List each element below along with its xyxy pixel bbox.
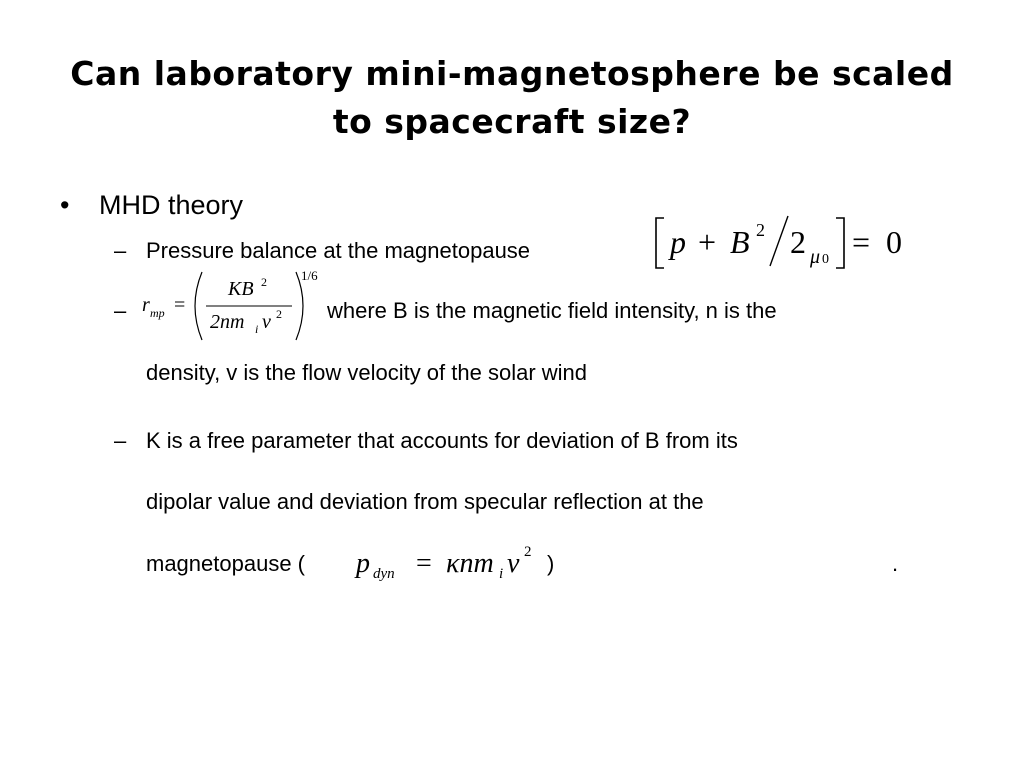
pdyn-rhs: κnm xyxy=(446,548,494,579)
k-parameter-line-3: magnetopause ( xyxy=(146,551,305,576)
k-parameter-line-1: K is a free parameter that accounts for deviation of B from its xyxy=(146,428,738,453)
rmp-exponent: 1/6 xyxy=(301,268,318,283)
k-parameter-line-2: dipolar value and deviation from specular reflection at the xyxy=(146,489,704,514)
rmp-den-i: i xyxy=(255,322,259,336)
title-line-1: Can laboratory mini-magnetosphere be scaled xyxy=(70,54,954,93)
sub-marker-1: – xyxy=(114,238,127,263)
sub-marker-3: – xyxy=(114,428,127,453)
pressure-balance-text: Pressure balance at the magnetopause xyxy=(146,238,531,263)
pdyn-sub: dyn xyxy=(373,566,395,582)
pressure-balance-equation xyxy=(650,212,920,272)
pdyn-squared: 2 xyxy=(524,544,532,560)
pressure-brackets xyxy=(650,212,920,272)
rmp-equals: = xyxy=(174,294,186,316)
eq-B: B xyxy=(730,224,750,260)
title-line-2: to spacecraft size? xyxy=(332,102,692,141)
eq-mu-sub: 0 xyxy=(822,252,829,267)
rmp-den-squared: 2 xyxy=(276,307,282,321)
slide-title xyxy=(0,50,1024,146)
eq-two: 2 xyxy=(790,224,806,260)
bullet-marker: • xyxy=(60,190,70,220)
eq-zero: 0 xyxy=(886,224,902,260)
eq-equals: = xyxy=(852,224,871,260)
eq-B-squared: 2 xyxy=(756,220,765,240)
bullet-mhd-theory: MHD theory xyxy=(99,190,244,220)
trailing-period: . xyxy=(892,551,899,576)
pdyn-i: i xyxy=(499,566,504,582)
rmp-equation xyxy=(138,266,328,346)
rmp-numerator: KB xyxy=(228,278,254,300)
eq-mu: μ xyxy=(810,246,821,268)
rmp-sub: mp xyxy=(150,306,165,320)
pdyn-p: p xyxy=(356,548,370,579)
rmp-den-v: v xyxy=(262,311,271,333)
sub-marker-2: – xyxy=(114,298,127,323)
pdyn-v: v xyxy=(507,548,520,579)
eq-plus: + xyxy=(698,224,717,260)
eq-p: p xyxy=(670,224,686,260)
rmp-description-a: where B is the magnetic field intensity, n is the xyxy=(327,298,777,323)
pdyn-equals: = xyxy=(416,548,432,579)
rmp-num-squared: 2 xyxy=(261,275,267,289)
rmp-description-b: density, v is the flow velocity of the solar wind xyxy=(146,360,588,385)
rmp-denominator: 2nm xyxy=(210,311,245,333)
rmp-r: r xyxy=(142,294,150,316)
pdyn-equation xyxy=(356,540,546,590)
k-parameter-close-paren: ) xyxy=(547,551,555,576)
